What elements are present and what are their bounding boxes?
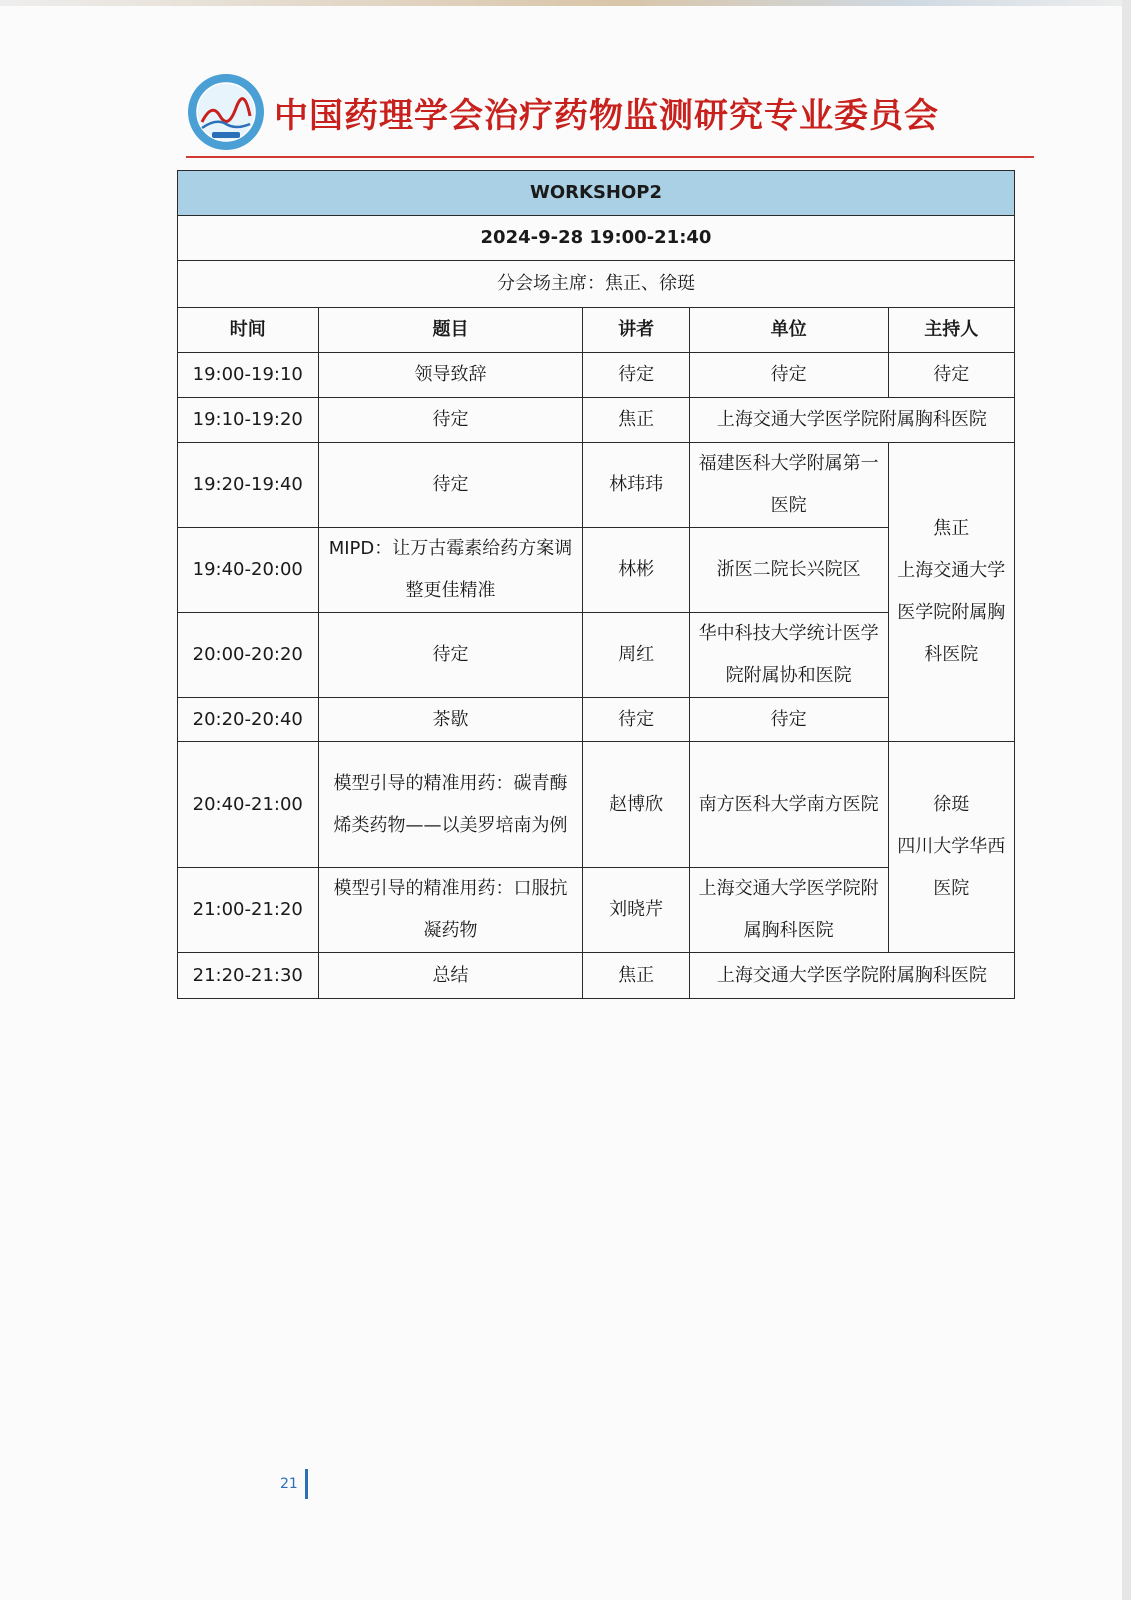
datetime-row [178, 216, 1015, 261]
header-speaker: 讲者 [583, 308, 689, 353]
row-topic: 模型引导的精准用药：碳青酶烯类药物——以美罗培南为例 [318, 742, 583, 868]
header-topic: 题目 [318, 308, 583, 353]
row-unit: 福建医科大学附属第一医院 [689, 443, 888, 528]
table-row [178, 353, 1015, 398]
workshop-title: WORKSHOP2 [178, 171, 1015, 216]
header-time: 时间 [178, 308, 319, 353]
page-header [186, 70, 1036, 170]
row-unit: 上海交通大学医学院附属胸科医院 [689, 953, 1014, 999]
row-unit: 上海交通大学医学院附属胸科医院 [689, 868, 888, 953]
row-time: 20:20-20:40 [178, 698, 319, 742]
row-time: 19:20-19:40 [178, 443, 319, 528]
row-topic: MIPD：让万古霉素给药方案调整更佳精准 [318, 528, 583, 613]
row-unit: 华中科技大学统计医学院附属协和医院 [689, 613, 888, 698]
row-speaker: 赵博欣 [583, 742, 689, 868]
row-unit: 待定 [689, 698, 888, 742]
row-topic: 待定 [318, 613, 583, 698]
host-org: 上海交通大学医学院附属胸科医院 [897, 560, 1006, 665]
row-unit: 上海交通大学医学院附属胸科医院 [689, 398, 1014, 443]
host-cell [888, 742, 1014, 953]
session-chair: 分会场主席：焦正、徐珽 [178, 261, 1015, 308]
table-row [178, 742, 1015, 868]
page-number-bar [305, 1469, 308, 1499]
row-time: 20:00-20:20 [178, 613, 319, 698]
row-time: 19:00-19:10 [178, 353, 319, 398]
scan-edge-strip [0, 0, 1131, 6]
host-name: 徐珽 [933, 794, 970, 815]
column-header-row [178, 308, 1015, 353]
host-name: 焦正 [933, 518, 970, 539]
row-unit: 浙医二院长兴院区 [689, 528, 888, 613]
row-topic: 茶歇 [318, 698, 583, 742]
row-speaker: 林彬 [583, 528, 689, 613]
workshop-banner-row [178, 171, 1015, 216]
row-speaker: 刘晓芹 [583, 868, 689, 953]
row-time: 21:00-21:20 [178, 868, 319, 953]
host-cell: 待定 [888, 353, 1014, 398]
row-topic: 待定 [318, 443, 583, 528]
row-speaker: 林玮玮 [583, 443, 689, 528]
session-datetime: 2024-9-28 19:00-21:40 [178, 216, 1015, 261]
header-host: 主持人 [888, 308, 1014, 353]
row-time: 20:40-21:00 [178, 742, 319, 868]
row-time: 21:20-21:30 [178, 953, 319, 999]
row-speaker: 焦正 [583, 398, 689, 443]
host-org: 四川大学华西医院 [897, 836, 1006, 899]
host-cell [888, 443, 1014, 742]
page-number: 21 [280, 1476, 298, 1492]
table-row [178, 953, 1015, 999]
scan-edge-right [1122, 0, 1131, 1600]
row-speaker: 焦正 [583, 953, 689, 999]
row-time: 19:40-20:00 [178, 528, 319, 613]
row-speaker: 待定 [583, 353, 689, 398]
row-unit: 南方医科大学南方医院 [689, 742, 888, 868]
row-topic: 模型引导的精准用药：口服抗凝药物 [318, 868, 583, 953]
row-speaker: 周红 [583, 613, 689, 698]
row-time: 19:10-19:20 [178, 398, 319, 443]
row-topic: 领导致辞 [318, 353, 583, 398]
table-row [178, 443, 1015, 528]
row-topic: 总结 [318, 953, 583, 999]
workshop-schedule-table [177, 170, 1015, 999]
chair-row [178, 261, 1015, 308]
header-unit: 单位 [689, 308, 888, 353]
organization-title: 中国药理学会治疗药物监测研究专业委员会 [274, 96, 939, 136]
row-speaker: 待定 [583, 698, 689, 742]
table-row [178, 398, 1015, 443]
association-seal-logo-icon [186, 72, 266, 152]
row-topic: 待定 [318, 398, 583, 443]
header-divider [186, 156, 1034, 158]
row-unit: 待定 [689, 353, 888, 398]
